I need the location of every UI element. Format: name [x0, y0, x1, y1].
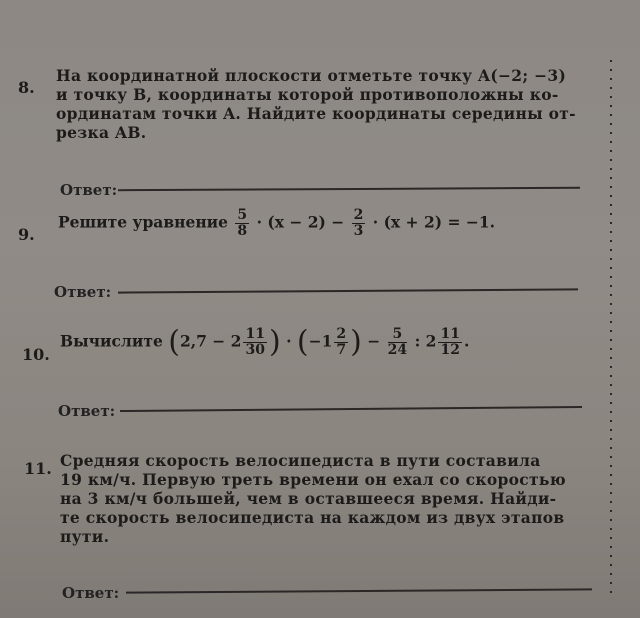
task-number: 9.: [18, 225, 35, 244]
task-line: и точку B, координаты которой противоположны ко-: [56, 85, 559, 104]
minus-operator: −: [367, 331, 381, 351]
answer-label: Ответ:: [54, 283, 112, 301]
left-paren: (: [168, 324, 180, 360]
right-paren: ): [268, 324, 281, 360]
fraction: [334, 327, 348, 358]
fraction-numerator: 5: [237, 207, 248, 223]
answer-label: Ответ:: [58, 402, 116, 420]
answer-line[interactable]: [126, 588, 592, 593]
expression-part: 2,7 − 2: [179, 331, 242, 351]
fraction-denominator: 12: [440, 342, 460, 358]
fraction-denominator: 7: [336, 342, 347, 358]
expression: [60, 324, 470, 360]
perforation-edge: [610, 60, 612, 600]
task-line: На координатной плоскости отметьте точку A(−2; −3): [56, 66, 567, 85]
task-line: на 3 км/ч большей, чем в оставшееся время. Найди-: [60, 489, 557, 508]
expression-intro: Вычислите: [60, 331, 163, 351]
answer-label: Ответ:: [62, 584, 120, 602]
fraction: [235, 208, 249, 239]
answer-line[interactable]: [120, 406, 582, 412]
expression-end: .: [463, 331, 470, 351]
fraction-numerator: 2: [353, 207, 364, 223]
answer-label: Ответ:: [60, 181, 118, 199]
fraction-denominator: 3: [353, 223, 364, 239]
task-text: [56, 66, 596, 142]
task-line: ординатам точки A. Найдите координаты середины от-: [56, 104, 576, 123]
task-line: пути.: [60, 527, 110, 546]
answer-line[interactable]: [118, 288, 578, 293]
dot-operator: ·: [286, 331, 292, 351]
equation-part: · (x + 2) = −1.: [372, 212, 496, 232]
fraction-denominator: 8: [237, 223, 248, 239]
task-number: 8.: [18, 78, 35, 97]
expression-part: : 2: [414, 331, 437, 351]
equation-intro: Решите уравнение: [58, 212, 229, 232]
fraction-numerator: 2: [336, 326, 347, 342]
task-number: 11.: [24, 459, 52, 478]
fraction: [352, 208, 366, 239]
fraction-numerator: 5: [388, 327, 407, 343]
fraction-numerator: 11: [440, 326, 460, 342]
fraction-denominator: 30: [245, 342, 265, 358]
right-paren: ): [350, 324, 362, 360]
fraction: [388, 327, 407, 358]
task-line: резка AB.: [56, 123, 147, 142]
fraction-denominator: 24: [387, 342, 408, 358]
left-paren: (: [296, 324, 309, 360]
expression-part: −1: [308, 331, 333, 351]
fraction-numerator: 11: [245, 326, 265, 342]
fraction: [243, 327, 266, 358]
fraction: [438, 327, 461, 358]
task-line: те скорость велосипедиста на каждом из двух этапов: [60, 508, 565, 527]
task-number: 10.: [22, 345, 50, 364]
equation-part: · (x − 2) −: [256, 212, 345, 232]
task-line: 19 км/ч. Первую треть времени он ехал со скоростью: [60, 470, 566, 489]
task-text: [60, 451, 605, 546]
equation: [58, 208, 495, 239]
answer-line[interactable]: [118, 187, 580, 191]
task-line: Средняя скорость велосипедиста в пути составила: [60, 451, 541, 470]
